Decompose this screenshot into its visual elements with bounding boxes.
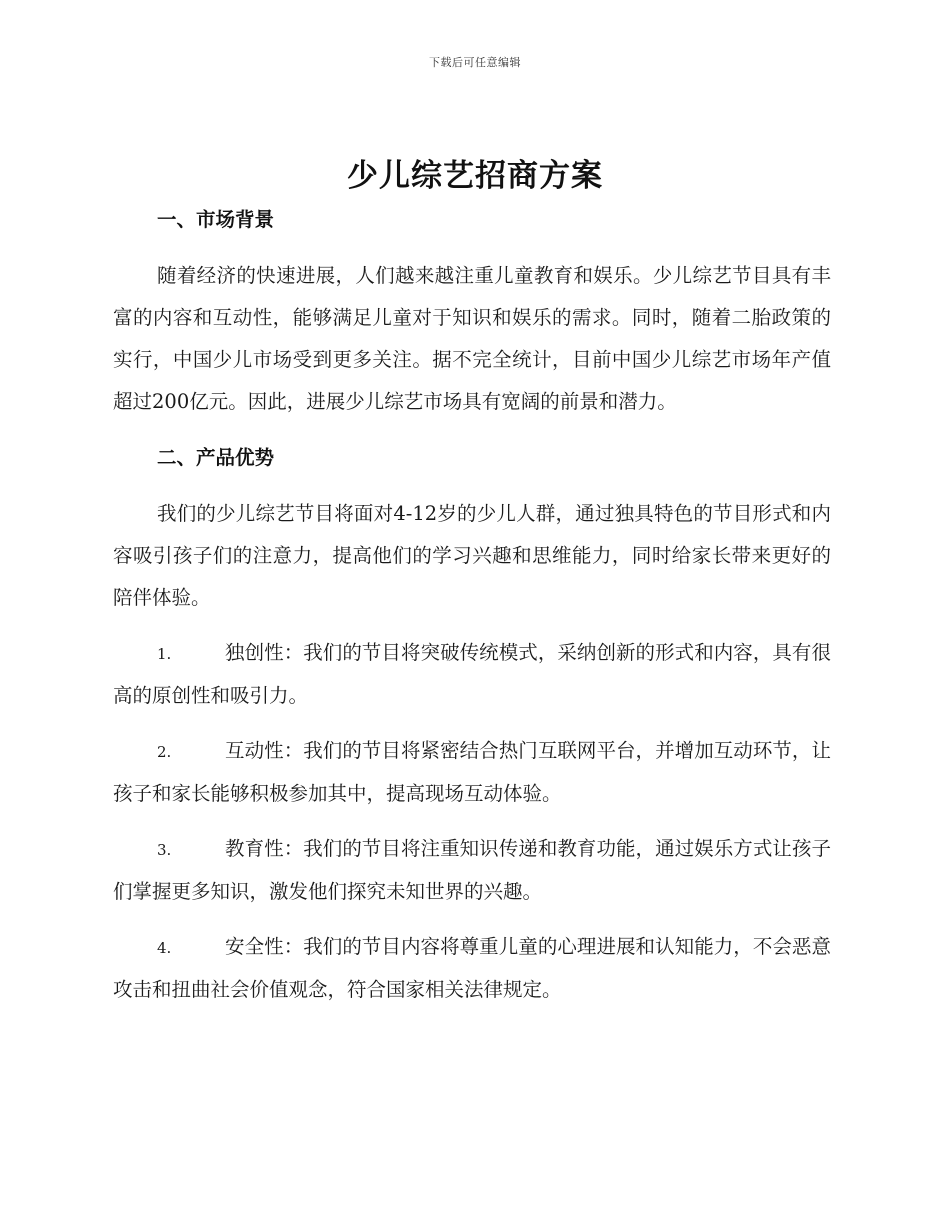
document-title: 少儿综艺招商方案 <box>347 158 603 194</box>
list-item <box>113 926 831 1011</box>
section-heading-product-advantages: 二、产品优势 <box>157 446 275 469</box>
list-item <box>113 632 831 717</box>
list-item <box>113 828 831 913</box>
list-item-number: 2. <box>157 743 172 761</box>
list-item-number: 1. <box>157 645 172 663</box>
section-heading-market-background: 一、市场背景 <box>157 208 275 231</box>
list-item-number: 3. <box>157 841 172 859</box>
header-note: 下载后可任意编辑 <box>429 56 521 69</box>
list-item-number: 4. <box>157 939 172 957</box>
list-item-text: 互动性：我们的节目将紧密结合热门互联网平台，并增加互动环节，让孩子和家长能够积极参加其中，提高现场互动体验。 <box>113 739 831 805</box>
section-paragraph-market-background: 随着经济的快速进展，人们越来越注重儿童教育和娱乐。少儿综艺节目具有丰富的内容和互动性，能够满足儿童对于知识和娱乐的需求。同时，随着二胎政策的实行，中国少儿市场受到更多关注。据不完全统计，目前中国少儿综艺市场年产值超过200亿元。因此，进展少儿综艺市场具有宽阔的前景和潜力。 <box>113 264 831 413</box>
section-paragraph-product-advantages: 我们的少儿综艺节目将面对4-12岁的少儿人群，通过独具特色的节目形式和内容吸引孩子们的注意力，提高他们的学习兴趣和思维能力，同时给家长带来更好的陪伴体验。 <box>113 502 831 609</box>
list-item-text: 教育性：我们的节目将注重知识传递和教育功能，通过娱乐方式让孩子们掌握更多知识，激发他们探究未知世界的兴趣。 <box>113 837 831 903</box>
list-item-text: 安全性：我们的节目内容将尊重儿童的心理进展和认知能力，不会恶意攻击和扭曲社会价值观念，符合国家相关法律规定。 <box>113 935 831 1001</box>
list-item-text: 独创性：我们的节目将突破传统模式，采纳创新的形式和内容，具有很高的原创性和吸引力。 <box>113 641 831 707</box>
list-item <box>113 730 831 815</box>
document-body <box>113 200 831 1011</box>
